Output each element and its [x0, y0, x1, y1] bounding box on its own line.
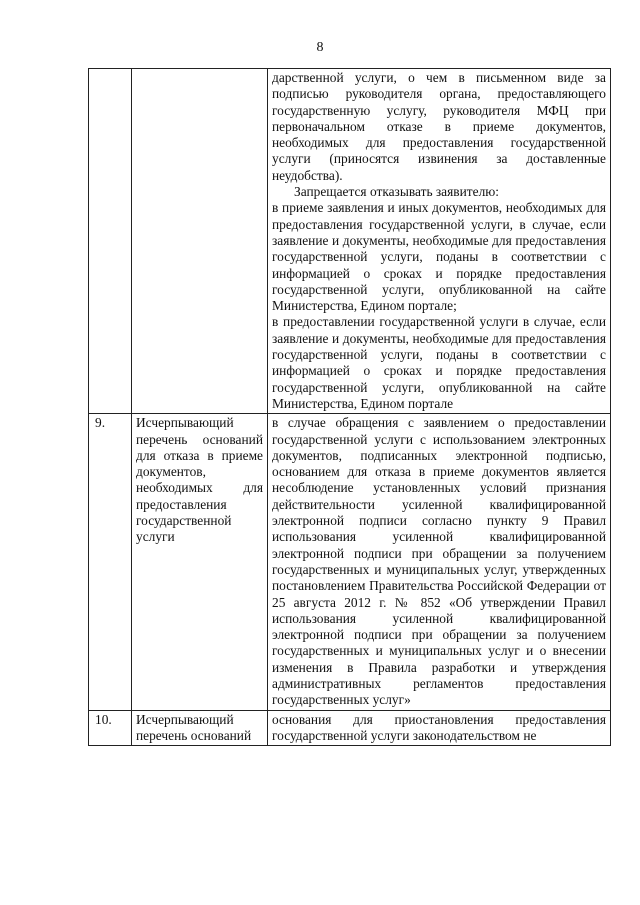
content-paragraph: в случае обращения с заявлением о предоставлении государственной услуги с использованием электронных документов, подписанных электронной подписью, основанием для отказа в приеме документов является несоблюдение установленных условий признания действительности усиленной квалифицированной электронной подписи согласно пункту 9 Правил использования усиленной квалифицированной электронной подписи при обращении за получением государственных и муниципальных услуг, утвержденных постановлением Правительства Российской Федерации от 25 августа 2012 г. № 852 «Об утверждении Правил использования усиленной квалифицированной электронной подписи при обращении за получением государственных и муниципальных услуг и о внесении изменения в Правила разработки и утверждения административных регламентов предоставления государственных услуг» — [272, 415, 606, 708]
table-row — [89, 414, 611, 710]
row-name: Исчерпывающий перечень оснований для отказа в приеме документов, необходимых для предоставления государственной услуги — [132, 414, 268, 710]
content-paragraph: дарственной услуги, о чем в письменном виде за подписью руководителя органа, предоставляющего государственную услугу, руководителя МФЦ при первоначальном отказе в приеме документов, необходимых для предоставления государственной услуги (приносятся извинения за доставленные неудобства). — [272, 70, 606, 183]
row-content — [268, 414, 611, 710]
row-name: Исчерпывающий перечень оснований — [132, 710, 268, 746]
table-row — [89, 710, 611, 746]
regulation-table — [88, 68, 611, 746]
row-name — [132, 69, 268, 414]
row-content — [268, 710, 611, 746]
content-paragraph: основания для приостановления предоставления государственной услуги законодательством не — [272, 711, 606, 743]
content-paragraph: Запрещается отказывать заявителю: — [294, 184, 499, 200]
table-row — [89, 69, 611, 414]
row-number — [89, 69, 132, 414]
page-number: 8 — [316, 40, 324, 55]
row-content — [268, 69, 611, 414]
content-paragraph: в предоставлении государственной услуги в случае, если заявление и документы, необходимые для предоставления государственной услуги, поданы в соответствии с информацией о сроках и порядке предоставления государственной услуги, опубликованной на сайте Министерства, Едином портале — [272, 314, 606, 411]
content-paragraph: в приеме заявления и иных документов, необходимых для предоставления государственной услуги, в случае, если заявление и документы, необходимые для предоставления государственной услуги, поданы в соответствии с информацией о сроках и порядке предоставления государственной услуги, опубликованной на сайте Министерства, Едином портале; — [272, 200, 606, 314]
row-number: 9. — [89, 414, 132, 710]
row-number: 10. — [89, 710, 132, 746]
